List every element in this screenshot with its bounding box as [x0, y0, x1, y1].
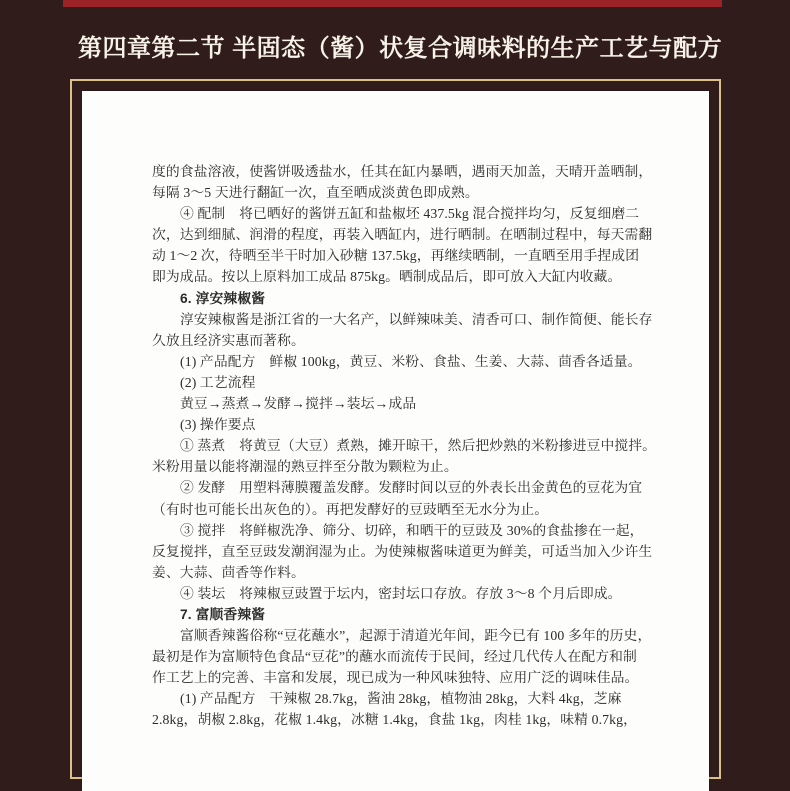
text-line: (2) 工艺流程: [180, 374, 256, 390]
page-content: [152, 161, 657, 731]
text-line: 久放且经济实惠而著称。: [152, 332, 305, 348]
text-line: 反复搅拌，直至豆豉发潮润湿为止。为使辣椒酱味道更为鲜美，可适当加入少许生: [152, 543, 653, 559]
text-line: 2.8kg，胡椒 2.8kg，花椒 1.4kg，冰糖 1.4kg，食盐 1kg，肉桂 1kg，味精 0.7kg，: [152, 712, 638, 728]
text-line: 姜、大蒜、茴香等作料。: [152, 564, 305, 580]
text-line: 每隔 3～5 天进行翻缸一次，直至晒成淡黄色即成熟。: [152, 185, 479, 201]
text-line: 度的食盐溶液，使酱饼吸透盐水，任其在缸内暴晒，遇雨天加盖，天晴开盖晒制，: [152, 164, 653, 179]
text-line: 动 1～2 次，待晒至半干时加入砂糖 137.5kg，再继续晒制，一直晒至用手捏成团: [152, 248, 640, 264]
text-line: 最初是作为富顺特色食品“豆花”的蘸水而流传于民间，经过几代传人在配方和制: [152, 649, 637, 665]
text-line: ④ 装坛 将辣椒豆豉置于坛内，密封坛口存放。存放 3～8 个月后即成。: [180, 585, 622, 601]
text-line: 次，达到细腻、润滑的程度，再装入晒缸内，进行晒制。在晒制过程中，每天需翻: [152, 227, 653, 243]
text-line: (1) 产品配方 干辣椒 28.7kg，酱油 28kg，植物油 28kg，大料 4kg，芝麻: [180, 691, 622, 707]
text-line: 富顺香辣酱俗称“豆花蘸水”，起源于清道光年间，距今已有 100 多年的历史，: [180, 628, 652, 644]
text-line: ② 发酵 用塑料薄膜覆盖发酵。发酵时间以豆的外表长出金黄色的豆花为宜: [180, 480, 643, 496]
text-line: (1) 产品配方 鲜椒 100kg，黄豆、米粉、食盐、生姜、大蒜、茴香各适量。: [180, 353, 642, 369]
text-line: ③ 搅拌 将鲜椒洗净、筛分、切碎，和晒干的豆豉及 30%的食盐掺在一起，: [180, 522, 644, 538]
text-line: 米粉用量以能将潮湿的熟豆拌至分散为颗粒为止。: [152, 459, 458, 475]
text-line: 作工艺上的完善、丰富和发展，现已成为一种风味独特、应用广泛的调味佳品。: [152, 670, 639, 686]
section-heading: 7. 富顺香辣酱: [180, 606, 266, 622]
text-line: 淳安辣椒酱是浙江省的一大名产，以鲜辣味美、清香可口、制作简便、能长存: [180, 311, 653, 327]
text-line: 黄豆→蒸煮→发酵→搅拌→装坛→成品: [180, 396, 417, 412]
top-accent-bar: [63, 0, 722, 7]
text-line: （有时也可能长出灰色的）。再把发酵好的豆豉晒至无水分为止。: [152, 501, 549, 517]
text-line: ④ 配制 将已晒好的酱饼五缸和盐椒坯 437.5kg 混合搅拌均匀，反复细磨二: [180, 206, 640, 222]
text-line: (3) 操作要点: [180, 417, 256, 433]
text-line: 即为成品。按以上原料加工成品 875kg。晒制成品后，即可放入大缸内收藏。: [152, 269, 622, 285]
section-heading: 6. 淳安辣椒酱: [180, 290, 266, 306]
chapter-title: 第四章第二节 半固态（酱）状复合调味料的生产工艺与配方: [78, 35, 723, 62]
text-line: ① 蒸煮 将黄豆（大豆）煮熟，摊开晾干，然后把炒熟的米粉掺进豆中搅拌。: [180, 438, 657, 454]
